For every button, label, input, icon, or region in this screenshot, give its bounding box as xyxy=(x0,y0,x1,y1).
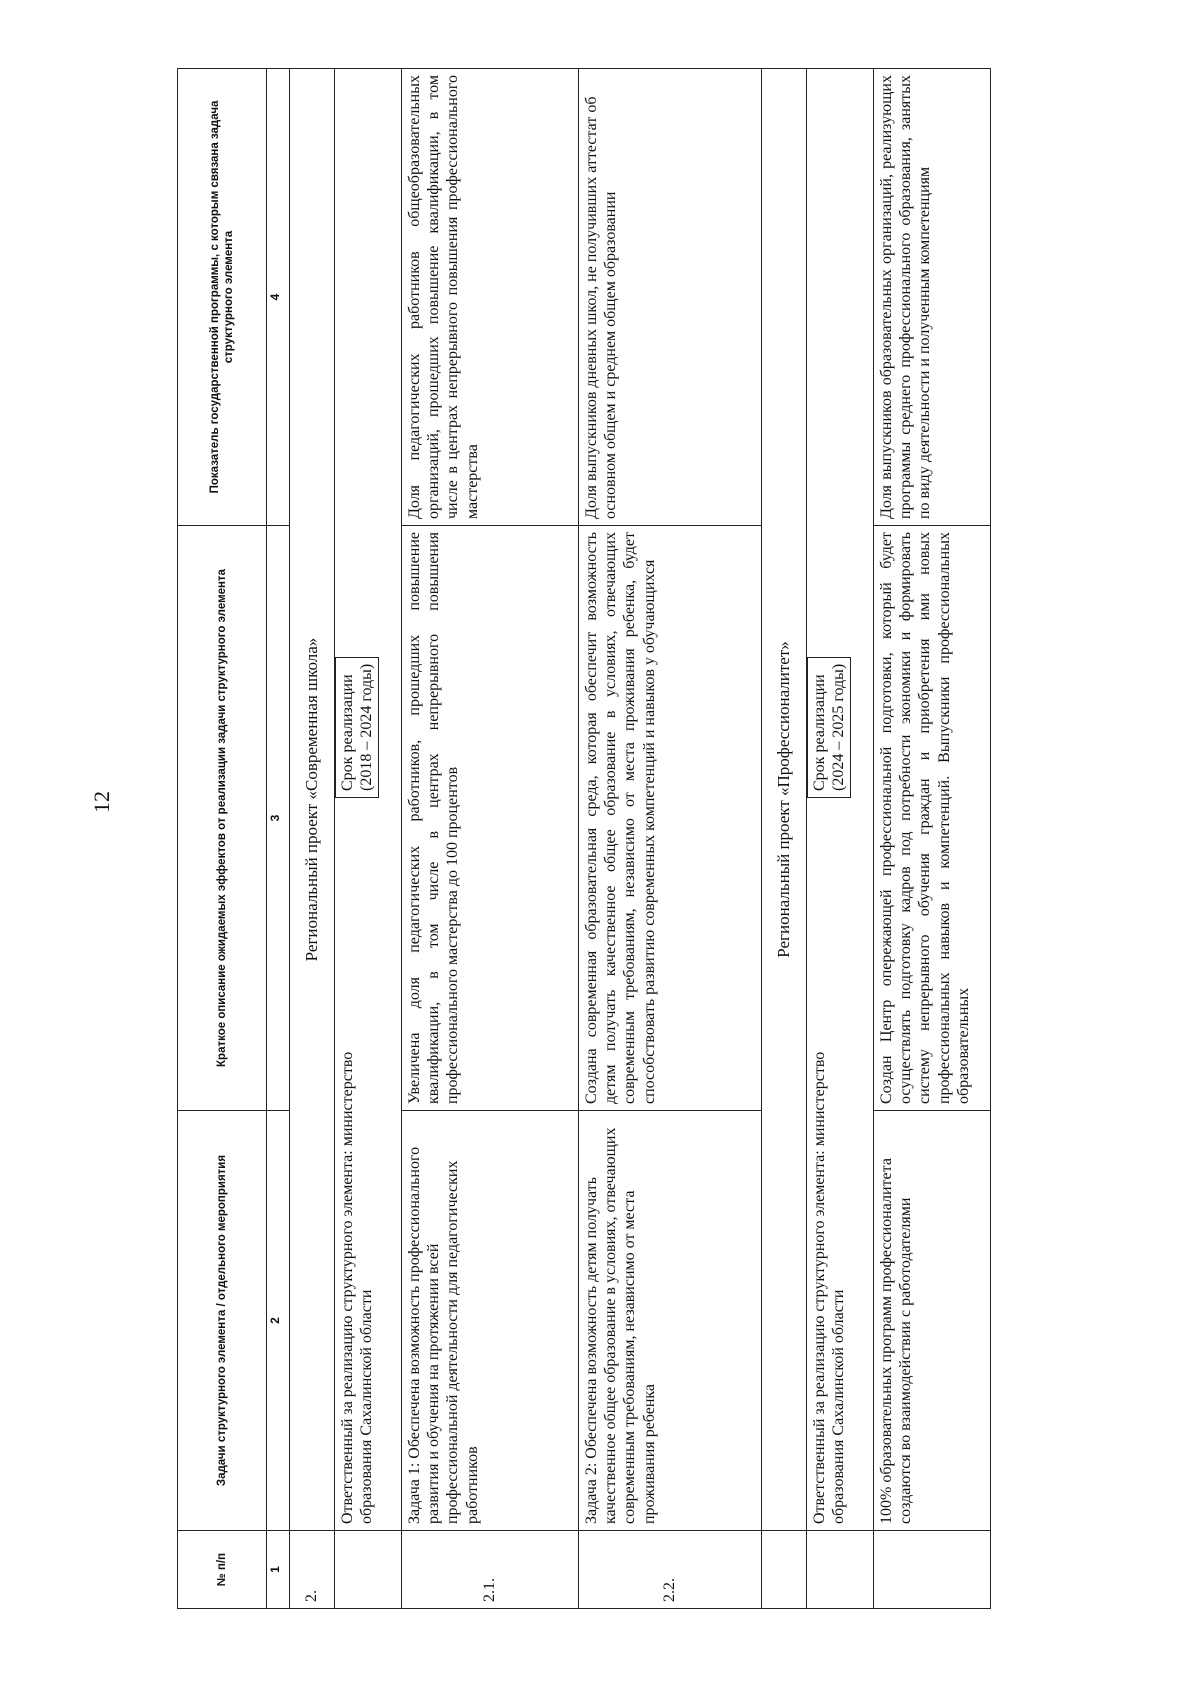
responsible-cell xyxy=(807,69,874,1531)
column-number: 1 xyxy=(267,1531,290,1609)
project-row xyxy=(762,69,807,1609)
table-row xyxy=(874,69,991,1609)
term-years: (2024 – 2025 годы) xyxy=(830,663,848,791)
term-box xyxy=(807,657,851,798)
project-title: Региональный проект «Современная школа» xyxy=(290,69,335,1531)
term-years: (2018 – 2024 годы) xyxy=(358,663,376,791)
responsible-row xyxy=(807,69,874,1609)
header-row xyxy=(178,69,267,1609)
task-cell: 100% образовательных программ профессионалитета создаются во взаимодействии с работодателями xyxy=(874,1111,991,1531)
indicator-cell: Доля выпускников образовательных организаций, реализующих программы среднего профессионального образования, занятых по виду деятельности и полученным компетенциям xyxy=(874,69,991,526)
responsible-text: Ответственный за реализацию структурного элемента: министерство образования Сахалинской области xyxy=(339,1051,376,1524)
responsible-text: Ответственный за реализацию структурного элемента: министерство образования Сахалинской области xyxy=(811,1051,848,1524)
header-tasks: Задачи структурного элемента / отдельного мероприятия xyxy=(178,1111,267,1531)
project-row xyxy=(290,69,335,1609)
program-table xyxy=(177,68,991,1609)
column-number: 4 xyxy=(267,69,290,526)
column-number-row xyxy=(267,69,290,1609)
effect-cell: Создана современная образовательная среда, которая обеспечит возможность детям получать качественное общее образование в условиях, отвечающих современным требованиям, независимо от места проживания ребенка, будет способствовать развитию современных компетенций и навыков у обучающихся xyxy=(579,526,762,1111)
effect-cell: Создан Центр опережающей профессиональной подготовки, который будет осуществлять подготовку кадров под потребности экономики и формировать систему непрерывного обучения граждан и приобретения ими новых профессиональных навыков и компетенций. Выпускники профессиональных образовательных xyxy=(874,526,991,1111)
task-cell: Задача 1: Обеспечена возможность профессионального развития и обучения на протяжении всей профессиональной деятельности для педагогических работников xyxy=(402,1111,579,1531)
term-box xyxy=(335,657,379,798)
responsible-cell xyxy=(335,69,402,1531)
effect-cell: Увеличена доля педагогических работников, прошедших повышение квалификации, в том числе в центрах непрерывного повышения профессионального мастерства до 100 процентов xyxy=(402,526,579,1111)
header-indicator: Показатель государственной программы, с которым связана задача структурного элемента xyxy=(178,69,267,526)
indicator-cell: Доля выпускников дневных школ, не получивших аттестат об основном общем и среднем общем образовании xyxy=(579,69,762,526)
row-number xyxy=(335,1531,402,1609)
indicator-cell: Доля педагогических работников общеобразовательных организаций, прошедших повышение квалификации, в том числе в центрах непрерывного повышения профессионального мастерства xyxy=(402,69,579,526)
header-number: № п/п xyxy=(178,1531,267,1609)
table-row xyxy=(579,69,762,1609)
column-number: 2 xyxy=(267,1111,290,1531)
project-title: Региональный проект «Профессионалитет» xyxy=(762,69,807,1531)
row-number: 2.2. xyxy=(579,1531,762,1609)
table-row xyxy=(402,69,579,1609)
row-number xyxy=(807,1531,874,1609)
task-cell: Задача 2: Обеспечена возможность детям получать качественное общее образование в условиях, отвечающих современным требованиям, независимо от места проживания ребенка xyxy=(579,1111,762,1531)
row-number xyxy=(762,1531,807,1609)
term-label: Срок реализации xyxy=(339,674,356,791)
row-number: 2. xyxy=(290,1531,335,1609)
header-effects: Краткое описание ожидаемых эффектов от реализации задачи структурного элемента xyxy=(178,526,267,1111)
responsible-row xyxy=(335,69,402,1609)
row-number xyxy=(874,1531,991,1609)
row-number: 2.1. xyxy=(402,1531,579,1609)
document-sheet xyxy=(177,69,1091,1609)
column-number: 3 xyxy=(267,526,290,1111)
page-number: 12 xyxy=(89,791,114,813)
term-label: Срок реализации xyxy=(811,674,828,791)
